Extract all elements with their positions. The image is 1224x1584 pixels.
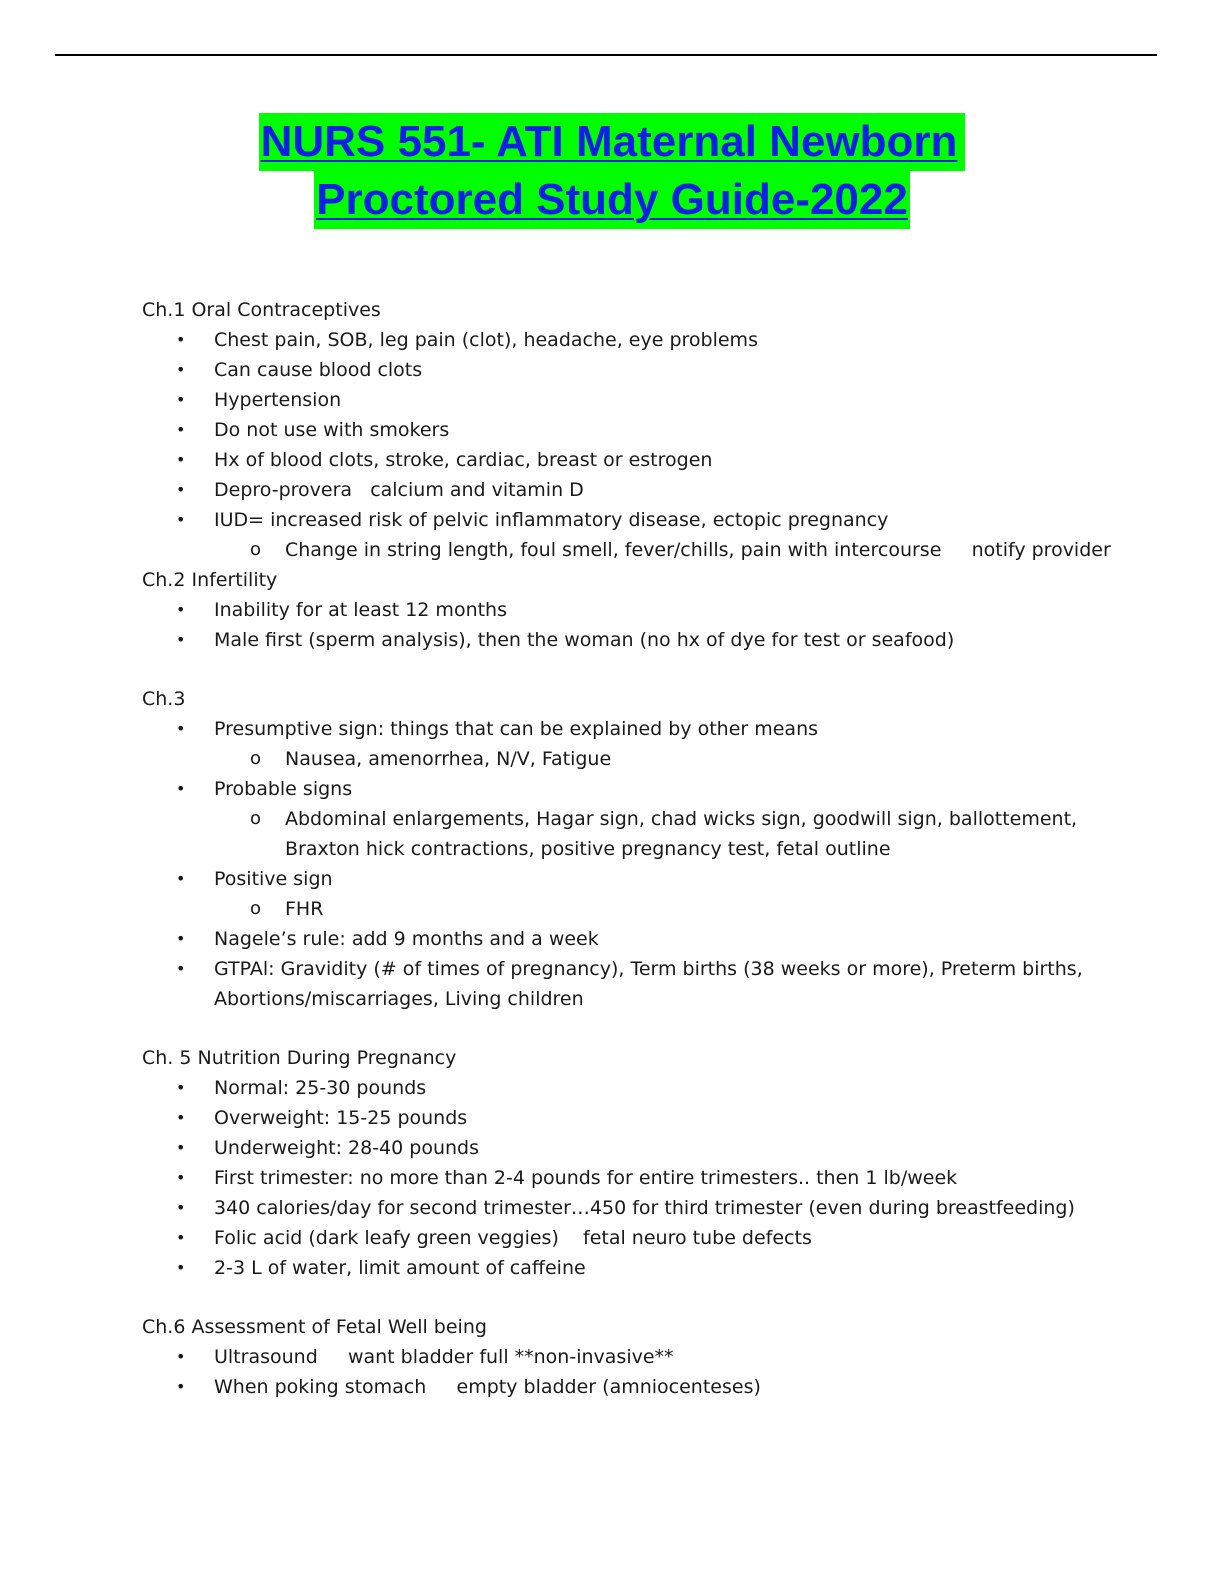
sub-bullet-icon: o xyxy=(250,898,262,919)
list-item-text: Positive sign xyxy=(214,868,333,890)
list-item xyxy=(142,1193,1142,1223)
list-item-text: Hypertension xyxy=(214,389,342,411)
list-item xyxy=(142,714,1142,774)
bullet-icon: • xyxy=(176,869,186,888)
list-item-text: 340 calories/day for second trimester…450 for third trimester (even during breastfeeding) xyxy=(214,1197,1075,1219)
bullet-icon: • xyxy=(176,779,186,798)
list-item xyxy=(142,774,1142,864)
list-item xyxy=(142,1223,1142,1253)
bullet-icon: • xyxy=(176,1347,186,1366)
sub-list-item xyxy=(142,894,1142,924)
list-item-text: Normal: 25-30 pounds xyxy=(214,1077,427,1099)
bullet-list xyxy=(142,1073,1142,1283)
list-item-text: Hx of blood clots, stroke, cardiac, breast or estrogen xyxy=(214,449,713,471)
list-item xyxy=(142,1372,1142,1402)
list-item xyxy=(142,355,1142,385)
bullet-icon: • xyxy=(176,1078,186,1097)
bullet-icon: • xyxy=(176,420,186,439)
list-item xyxy=(142,864,1142,924)
sub-bullet-icon: o xyxy=(250,748,262,769)
list-item-text: Chest pain, SOB, leg pain (clot), headache, eye problems xyxy=(214,329,758,351)
list-item-text: Inability for at least 12 months xyxy=(214,599,507,621)
section xyxy=(142,565,1142,655)
list-item-text: Can cause blood clots xyxy=(214,359,423,381)
section xyxy=(142,1312,1142,1402)
sub-bullet-icon: o xyxy=(250,539,262,560)
bullet-list xyxy=(142,595,1142,655)
section-spacer xyxy=(142,1283,1142,1312)
bullet-list xyxy=(142,1342,1142,1402)
section xyxy=(142,295,1142,565)
sub-bullet-list xyxy=(214,804,1142,864)
list-item-text: GTPAl: Gravidity (# of times of pregnancy), Term births (38 weeks or more), Preterm births, Abortions/miscarriages, Living children xyxy=(214,958,1089,1010)
sub-list-item-text: Nausea, amenorrhea, N/V, Fatigue xyxy=(285,748,612,770)
sub-bullet-list xyxy=(214,744,1142,774)
list-item-text: IUD= increased risk of pelvic inflammatory disease, ectopic pregnancy xyxy=(214,509,889,531)
list-item-text: Nagele’s rule: add 9 months and a week xyxy=(214,928,599,950)
section xyxy=(142,684,1142,1014)
list-item-text: When poking stomach empty bladder (amniocenteses) xyxy=(214,1376,761,1398)
list-item-text: First trimester: no more than 2-4 pounds for entire trimesters.. then 1 lb/week xyxy=(214,1167,958,1189)
list-item xyxy=(142,445,1142,475)
list-item xyxy=(142,475,1142,505)
bullet-icon: • xyxy=(176,360,186,379)
section-spacer xyxy=(142,655,1142,684)
list-item-text: Overweight: 15-25 pounds xyxy=(214,1107,468,1129)
bullet-icon: • xyxy=(176,719,186,738)
top-horizontal-rule xyxy=(55,54,1157,56)
section-spacer xyxy=(142,1014,1142,1043)
bullet-icon: • xyxy=(176,929,186,948)
document-title xyxy=(0,113,1224,229)
sub-list-item-text: Change in string length, foul smell, fever/chills, pain with intercourse notify provider xyxy=(285,539,1111,561)
section-heading: Ch. 5 Nutrition During Pregnancy xyxy=(142,1047,457,1069)
list-item-text: Underweight: 28-40 pounds xyxy=(214,1137,479,1159)
list-item-text: Male first (sperm analysis), then the woman (no hx of dye for test or seafood) xyxy=(214,629,955,651)
bullet-icon: • xyxy=(176,1258,186,1277)
sub-list-item xyxy=(142,535,1142,565)
sub-list-item-text: Abdominal enlargements, Hagar sign, chad wicks sign, goodwill sign, ballottement, Braxton hick contractions, positive pregnancy test, fetal outline xyxy=(285,808,1084,860)
bullet-icon: • xyxy=(176,630,186,649)
bullet-icon: • xyxy=(176,330,186,349)
bullet-icon: • xyxy=(176,1228,186,1247)
section xyxy=(142,1043,1142,1283)
bullet-icon: • xyxy=(176,480,186,499)
list-item-text: Ultrasound want bladder full **non-invasive** xyxy=(214,1346,674,1368)
list-item xyxy=(142,1073,1142,1103)
list-item xyxy=(142,505,1142,565)
study-guide-body xyxy=(142,295,1142,1402)
title-line-2: Proctored Study Guide-2022 xyxy=(314,171,910,229)
section-heading: Ch.2 Infertility xyxy=(142,569,278,591)
list-item xyxy=(142,924,1142,954)
bullet-icon: • xyxy=(176,1108,186,1127)
list-item xyxy=(142,415,1142,445)
list-item-text: Probable signs xyxy=(214,778,353,800)
sub-list-item xyxy=(142,804,1142,864)
list-item xyxy=(142,1253,1142,1283)
list-item-text: 2-3 L of water, limit amount of caffeine xyxy=(214,1257,586,1279)
sub-list-item xyxy=(142,744,1142,774)
list-item-text: Depro-provera calcium and vitamin D xyxy=(214,479,584,501)
list-item-text: Do not use with smokers xyxy=(214,419,450,441)
list-item xyxy=(142,1163,1142,1193)
bullet-icon: • xyxy=(176,959,186,978)
list-item xyxy=(142,1133,1142,1163)
list-item-text: Presumptive sign: things that can be explained by other means xyxy=(214,718,819,740)
bullet-icon: • xyxy=(176,1377,186,1396)
section-heading: Ch.6 Assessment of Fetal Well being xyxy=(142,1316,487,1338)
list-item xyxy=(142,385,1142,415)
list-item xyxy=(142,954,1142,1014)
section-heading: Ch.1 Oral Contraceptives xyxy=(142,299,381,321)
bullet-icon: • xyxy=(176,1198,186,1217)
list-item xyxy=(142,1103,1142,1133)
sub-list-item-text: FHR xyxy=(285,898,324,920)
section-heading: Ch.3 xyxy=(142,688,186,710)
bullet-icon: • xyxy=(176,390,186,409)
bullet-icon: • xyxy=(176,600,186,619)
bullet-list xyxy=(142,714,1142,1014)
bullet-icon: • xyxy=(176,1168,186,1187)
list-item xyxy=(142,625,1142,655)
list-item xyxy=(142,595,1142,625)
bullet-list xyxy=(142,325,1142,565)
title-line-1: NURS 551- ATI Maternal Newborn xyxy=(259,113,966,171)
bullet-icon: • xyxy=(176,1138,186,1157)
list-item xyxy=(142,325,1142,355)
sub-bullet-list xyxy=(214,535,1142,565)
bullet-icon: • xyxy=(176,450,186,469)
sub-bullet-list xyxy=(214,894,1142,924)
bullet-icon: • xyxy=(176,510,186,529)
list-item xyxy=(142,1342,1142,1372)
sub-bullet-icon: o xyxy=(250,808,262,829)
list-item-text: Folic acid (dark leafy green veggies) fetal neuro tube defects xyxy=(214,1227,812,1249)
